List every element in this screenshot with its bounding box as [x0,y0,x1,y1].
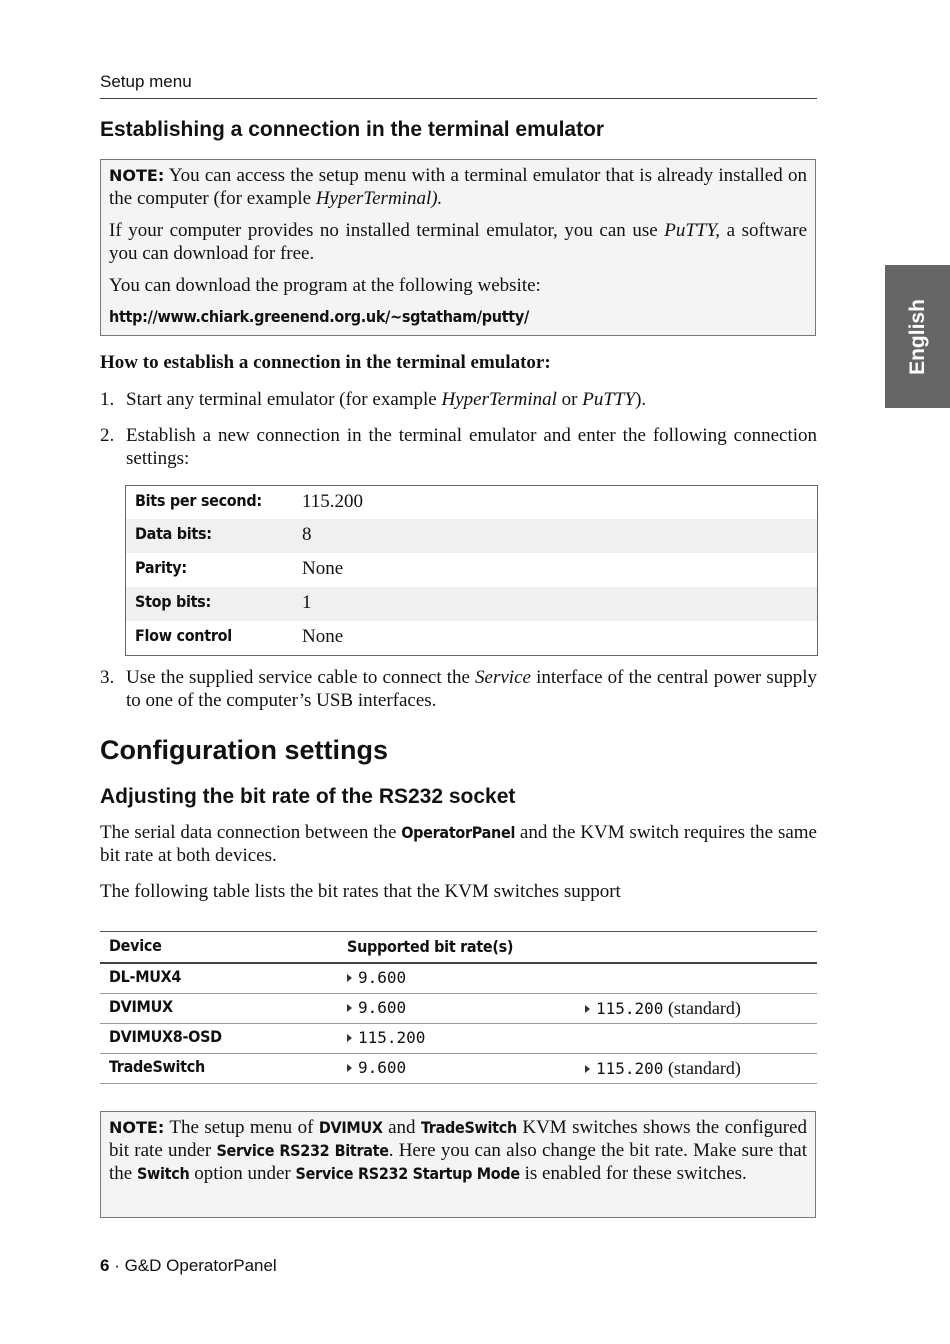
note-text: The setup menu of [164,1117,319,1138]
note-paragraph-1 [109,164,807,210]
settings-value: 115.200 [302,491,364,512]
header-rule [100,98,817,99]
page-footer [100,1256,277,1276]
device-cell: TradeSwitch [109,1057,205,1076]
note-label: NOTE: [109,166,165,185]
bullet-triangle-icon [347,1004,352,1012]
note-strong: Service RS232 Startup Mode [295,1164,520,1183]
step-text: Start any terminal emulator (for example [126,389,442,410]
note-paragraph-3: You can download the program at the following website: [109,275,541,296]
note-strong: TradeSwitch [421,1118,517,1137]
step-text: Use the supplied service cable to connect the [126,667,476,688]
language-tab-label: English [905,298,929,375]
bullet-triangle-icon [585,1065,590,1073]
note-box-terminal [100,159,816,336]
settings-key: Stop bits: [135,592,211,611]
settings-row [126,587,817,621]
note-strong: Switch [136,1164,190,1183]
step-text: or [556,389,583,410]
bitrate-intro-paragraph [100,821,817,867]
howto-heading: How to establish a connection in the terminal emulator: [100,352,551,373]
footer-title: G&D OperatorPanel [124,1256,277,1275]
running-header: Setup menu [100,72,192,91]
footer-separator: · [109,1256,125,1275]
step-text: interface of the central power supply to one of the computer’s USB interfaces. [126,667,817,711]
rate-cell: 9.600 [358,968,407,987]
note-text: You can access the setup menu with a terminal emulator that is already installed on the computer (for example [109,165,807,209]
rate-note: (standard) [663,998,741,1018]
settings-value: 1 [302,592,312,613]
table-row [100,963,817,994]
settings-key: Data bits: [135,524,212,543]
step-number: 3. [100,667,115,688]
note-text: option under [189,1163,296,1184]
device-cell: DL-MUX4 [109,967,182,986]
note-text: . Here you can also change the bit rate. Make sure that the [109,1140,807,1184]
step-2 [100,424,817,470]
connection-settings-table [125,485,818,656]
body-text: The serial data connection between the [100,822,402,843]
step-text: Establish a new connection in the terminal emulator and enter the following connection settings: [126,425,817,469]
column-header: Device [109,936,162,955]
table-row [100,1023,817,1054]
bullet-triangle-icon [347,974,352,982]
note-text: KVM switches shows the configured bit rate under [109,1117,807,1161]
step-1 [100,388,817,411]
note-text: If your computer provides no installed terminal emulator, you can use [109,220,665,241]
note-emphasis: HyperTerminal). [315,188,443,209]
settings-key: Bits per second: [135,491,262,510]
table-row [100,993,817,1024]
section-title-terminal: Establishing a connection in the terminal emulator [100,118,605,141]
rate-cell: 9.600 [358,1058,407,1077]
note-paragraph-2 [109,219,807,265]
bullet-triangle-icon [585,1005,590,1013]
section-title-configuration: Configuration settings [100,735,388,765]
body-text: The following table lists the bit rates that the KVM switches support [100,881,621,902]
bullet-triangle-icon [347,1034,352,1042]
note-text: and [382,1117,421,1138]
note-paragraph [109,1116,807,1185]
settings-key: Parity: [135,558,187,577]
bitrate-table-intro [100,880,817,903]
rate-cell: 115.200 [596,999,664,1018]
settings-value: 8 [302,524,312,545]
column-header: Supported bit rate(s) [347,937,514,956]
settings-row [126,553,817,587]
putty-url-link[interactable]: http://www.chiark.greenend.org.uk/~sgtatham/putty/ [109,307,529,326]
settings-row [126,519,817,553]
bullet-triangle-icon [347,1064,352,1072]
product-name: OperatorPanel [401,823,516,842]
note-box-bitrate [100,1111,816,1218]
page-number: 6 [100,1256,110,1275]
settings-row [126,486,817,520]
note-text: is enabled for these switches. [519,1163,747,1184]
note-emphasis: PuTTY, [664,220,721,241]
body-text: and the KVM switch requires the same bit rate at both devices. [100,822,817,866]
rate-note: (standard) [663,1058,741,1078]
step-text: ). [635,389,647,410]
device-cell: DVIMUX [109,997,173,1016]
step-emphasis: HyperTerminal [441,389,557,410]
settings-row [126,621,817,655]
note-strong: DVIMUX [318,1118,383,1137]
language-tab [885,265,950,408]
rate-cell: 115.200 [596,1059,664,1078]
subsection-title-bitrate: Adjusting the bit rate of the RS232 socket [100,785,516,808]
note-label: NOTE: [109,1118,165,1137]
device-cell: DVIMUX8-OSD [109,1027,222,1046]
step-emphasis: Service [475,667,531,688]
step-number: 1. [100,389,115,410]
rate-cell: 115.200 [358,1028,426,1047]
step-emphasis: PuTTY [582,389,636,410]
note-text: a software you can download for free. [109,220,807,264]
settings-value: None [302,626,344,647]
table-row [100,1053,817,1084]
rate-cell: 9.600 [358,998,407,1017]
step-3 [100,666,817,712]
note-strong: Service RS232 Bitrate [216,1141,389,1160]
settings-key: Flow control [135,626,232,645]
table-header-row [100,931,817,964]
step-number: 2. [100,425,115,446]
settings-value: None [302,558,344,579]
